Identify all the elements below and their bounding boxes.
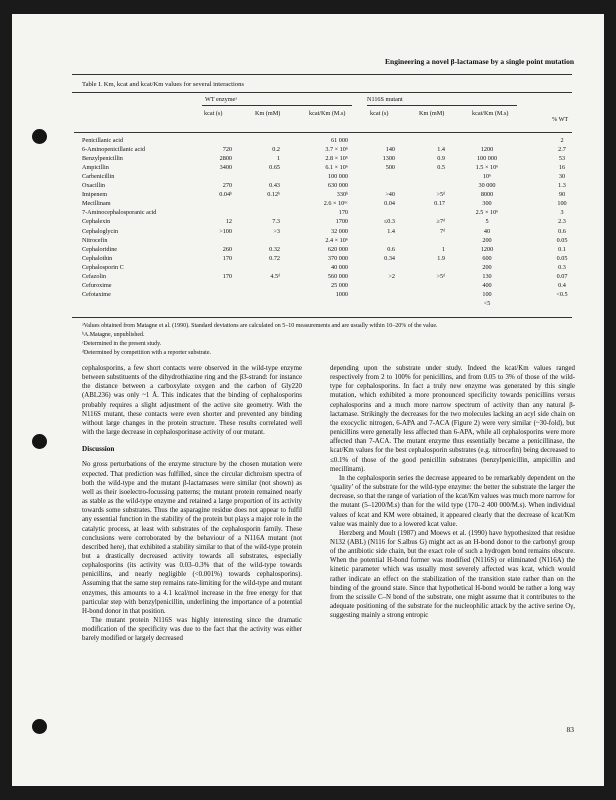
- table-row-label: Benzylpenicillin: [82, 155, 123, 163]
- table-row-label: Cephaloglycin: [82, 227, 119, 235]
- table-cell: 600: [482, 254, 492, 262]
- running-head: Engineering a novel β-lactamase by a single point mutation: [385, 57, 574, 66]
- table-cell: 0.9: [437, 155, 445, 163]
- table-cell: 0.65: [269, 164, 280, 172]
- table-cell: 0.3: [558, 263, 566, 271]
- table-cell: 2.7: [558, 146, 566, 154]
- table-row-label: Carbenicillin: [82, 173, 115, 181]
- table-cell: 1.3: [558, 182, 566, 190]
- table-cell: <5: [483, 299, 491, 307]
- table-cell: 0.12ᵇ: [267, 191, 280, 199]
- table-cell: 1200: [480, 146, 494, 154]
- table-cell: <0.5: [556, 290, 568, 298]
- table-cell: 330ᵇ: [336, 191, 348, 199]
- table-cell: 90: [558, 191, 566, 199]
- left-paragraph-3: The mutant protein N116S was highly interesting since the dramatic modification of the specificity was due to the fact that the activity was either barely modified or largely decreased: [82, 617, 302, 643]
- table-bottom-rule: [72, 317, 572, 318]
- table-cell: 400: [482, 281, 492, 289]
- table-cell: 200: [482, 263, 492, 271]
- footnote-b: ᵇA.Matagne, unpublished.: [82, 332, 145, 338]
- table-cell: 25 000: [330, 281, 348, 289]
- table-cell: ≥7ᵈ: [436, 218, 445, 226]
- table-cell: 8000: [480, 191, 494, 199]
- header-mut-kcat: kcat (s): [370, 110, 389, 117]
- table-cell: 5: [485, 218, 489, 226]
- table-row-label: 6-Aminopenicillanic acid: [82, 146, 146, 154]
- table-cell: 0.43: [269, 182, 280, 190]
- table-cell: 630 000: [327, 182, 348, 190]
- table-cell: 170: [222, 272, 232, 280]
- table-cell: 370 000: [327, 254, 348, 262]
- table-cell: ≤0.3: [383, 218, 395, 226]
- table-cell: 0.04ᵇ: [219, 191, 232, 199]
- header-mut-km: Km (mM): [419, 110, 445, 117]
- footnote-a: ᵃValues obtained from Matagne et al. (1990). Standard deviations are calculated on 5–10 measurements and are usually within 10–20% of the value.: [82, 323, 438, 329]
- table-cell: 40: [483, 227, 491, 235]
- table-cell: 100 000: [327, 173, 348, 181]
- table-cell: 1000: [335, 290, 348, 298]
- table-header-rule: [74, 132, 572, 133]
- table-caption: Table I. Km, kcat and kcat/Km values for several interactions: [82, 81, 244, 88]
- table-row-label: Cefazolin: [82, 272, 107, 280]
- table-cell: 12: [225, 218, 232, 226]
- table-cell: 560 000: [327, 272, 348, 280]
- table-cell: 53: [558, 155, 566, 163]
- table-cell: 2: [560, 137, 564, 144]
- table-cell: 2.6 × 10⁶ᶜ: [323, 200, 348, 208]
- table-cell: 3.7 × 10⁶: [325, 146, 348, 154]
- left-paragraph-1: cephalosporins, a few short contacts were observed in the wild-type enzyme between substituents of the dihydrothiazine ring and the β3-strand: for instance the distance between a carboxylate oxygen and the carbon of Gly220 (ABL236) was only ~1 Å. This indicates that the binding of cephalosporins probably requires a slight adjustment of the active site geometry. With the N116S mutant, these contacts were even shorter and prevented any binding without large changes in the protein structure. These results correlated well with the large decrease in cephalosporinase activity of our mutant.: [82, 365, 302, 437]
- right-paragraph-2: In the cephalosporin series the decrease appeared to be remarkably dependent on the ‘quality’ of the substrate for the wild-type enzyme: the better the substrate the larger the decrease, so that the range of variation of the kcat/Km values was much more narrow for the mutant (5–1200/M.s) than for the wild type (170–2 400 000/M.s). When individual values of kcat and KM were obtained, it appeared clearly that the decrease of kcat/Km value was mainly due to a lowered kcat value.: [330, 474, 575, 528]
- table-cell: 32 000: [330, 227, 348, 235]
- table-cell: 1700: [335, 218, 348, 226]
- discussion-heading: Discussion: [82, 445, 115, 454]
- table-row-label: Cephalexin: [82, 218, 111, 226]
- table-cell: 1: [276, 155, 280, 163]
- table-cell: 1300: [382, 155, 395, 163]
- table-cell: 0.1: [558, 245, 566, 253]
- table-row-label: Penicillanic acid: [82, 137, 124, 144]
- table-cell: >3: [273, 227, 280, 235]
- table-cell: 1.9: [437, 254, 445, 262]
- table-row-label: Imipenem: [82, 191, 108, 199]
- paper-page: [12, 14, 604, 786]
- table-cell: 0.6: [387, 245, 395, 253]
- table-row-label: Cephalosporin C: [82, 263, 124, 271]
- right-column: [330, 364, 575, 620]
- table-cell: >100: [219, 227, 232, 235]
- right-paragraph-3: Herzberg and Moult (1987) and Moews et al. (1990) have hypothesized that residue N132 (ABL) (N116 for S.albus G) might act as an H-bond donor to the carbonyl group of the antibiotic side chain, but the exact role of such a hydrogen bond remains obscure. When the potential H-bond former was modified (N116S) or eliminated (N116A) the kinetic parameter which was usually most severely affected was kcat, which would rather indicate an effect on the stabilization of the transition state rather than on the binding of the ground state. Since that hypothetical H-bond would be rather a long way from the scissile C–N bond of the substrate, one might assume that it contributes to the adequate positioning of the substrate for the nucleophilic attack by the active serine Oγ, suggesting mainly a strong entropic: [330, 529, 575, 620]
- table-row-label: Cefotaxime: [82, 290, 111, 298]
- table-row-label: Nitrocefin: [82, 236, 108, 244]
- table-row-label: 7-Aminocephalosporanic acid: [82, 209, 157, 217]
- table-cell: 170: [338, 209, 348, 217]
- table-top-rule: [72, 74, 572, 75]
- table-cell: 0.04: [384, 200, 395, 208]
- table-cell: 0.2: [272, 146, 280, 154]
- group-rule-wt: [202, 105, 352, 106]
- table-cell: >40: [385, 191, 395, 199]
- table-cell: 500: [385, 164, 395, 172]
- table-row-label: Oxacillin: [82, 182, 106, 190]
- table-row-label: Cephaloridine: [82, 245, 118, 253]
- group-header-wt: WT enzymeᵃ: [205, 96, 237, 103]
- table-cell: 720: [222, 146, 232, 154]
- table-cell: 3400: [219, 164, 232, 172]
- table-cell: 100: [482, 290, 492, 298]
- table-cell: 0.5: [437, 164, 445, 172]
- binder-hole: [32, 129, 47, 144]
- table-cell: 0.4: [558, 281, 566, 289]
- table-cell: 130: [482, 272, 492, 280]
- group-rule-mutant: [367, 105, 517, 106]
- table-cell: 2.3: [558, 218, 566, 226]
- table-cell: 40 000: [330, 263, 348, 271]
- footnote-c: ᶜDetermined in the present study.: [82, 341, 162, 347]
- table-cell: 170: [222, 254, 232, 262]
- table-cell: 0.6: [558, 227, 566, 235]
- table-cell: 4.5ᵈ: [270, 272, 280, 280]
- table-row-label: Cephalothin: [82, 254, 113, 262]
- table-cell: >5ᵈ: [436, 272, 445, 280]
- table-cell: 0.07: [556, 272, 568, 280]
- page-number: 83: [566, 725, 574, 734]
- table-cell: 1200: [480, 245, 494, 253]
- table-cell: 30: [558, 173, 566, 181]
- table-cell: 100 000: [476, 155, 498, 163]
- table-cell: 2800: [219, 155, 232, 163]
- table-row-label: Mecillinam: [82, 200, 111, 208]
- table-cell: 0.72: [269, 254, 280, 262]
- table-cell: 270: [222, 182, 232, 190]
- table-cell: 30 000: [478, 182, 496, 190]
- table-cell: 7.3: [272, 218, 280, 226]
- table-row-label: Cefuroxime: [82, 281, 112, 289]
- table-cell: 0.34: [384, 254, 395, 262]
- table-cell: 1: [441, 245, 445, 253]
- table-cell: 260: [222, 245, 232, 253]
- header-mut-ratio: kcat/Km (M.s): [472, 110, 509, 117]
- right-paragraph-1: depending upon the substrate under study. Indeed the kcat/Km values ranged respectively from 2 to 100% for penicillins, and from 0.05 to 3% of those of the wild-type for cephalosporins. In fact a truly new enzyme was generated by this single mutation, which exhibited a more pronounced specificity towards penicillins versus cephalosporins and a much more narrow spectrum of activity than any natural β-lactamase. Strikingly the decreases for the two molecules lacking an acyl side chain on the exocyclic nitrogen, 6-APA and 7-ACA (Figure 2) were very similar (~30-fold), but penicillins were generally less affected than 6-APA, while all cephalosporins were more affected than 7-ACA. The mutant enzyme thus essentially became a penicillinase, the kcat/Km values for the best cephalosporin substrates (e.g. nitrocefin) being decreased to ≤0.1% of those of the good penicillin substrates (benzylpenicillin, ampicillin and mecillinam).: [330, 365, 575, 473]
- table-cell: 61 000: [330, 137, 348, 144]
- table-cell: 7ᵈ: [439, 227, 445, 235]
- table-cell: 300: [482, 200, 492, 208]
- table-cell: 0.17: [434, 200, 445, 208]
- footnote-d: ᵈDetermined by competition with a reporter substrate.: [82, 350, 211, 356]
- table-cell: 1.5 × 10⁶: [475, 164, 499, 172]
- table-cell: 2.8 × 10⁶: [325, 155, 348, 163]
- header-pct-wt: % WT: [552, 116, 569, 123]
- header-wt-kcat: kcat (s): [204, 110, 223, 117]
- table-row-label: Ampicillin: [82, 164, 109, 172]
- table-cell: >2: [388, 272, 395, 280]
- table-cell: 6.1 × 10⁶: [325, 164, 348, 172]
- table-cell: 1.4: [437, 146, 445, 154]
- binder-hole: [32, 719, 47, 734]
- table-cell: 0.05: [556, 236, 568, 244]
- group-header-mutant: N116S mutant: [367, 96, 403, 103]
- table-cell: 100: [557, 200, 567, 208]
- table-cell: 10⁶: [482, 173, 492, 181]
- table-cell: >5ᵈ: [436, 191, 445, 199]
- binder-hole: [32, 434, 47, 449]
- header-wt-km: Km (mM): [255, 110, 281, 117]
- table-cell: 1.4: [387, 227, 395, 235]
- table-cell: 3: [560, 209, 564, 217]
- table-cell: 2.5 × 10⁶: [475, 209, 499, 217]
- table-cell: 200: [482, 236, 492, 244]
- table-cell: 16: [558, 164, 566, 172]
- table-cell: 0.05: [556, 254, 568, 262]
- header-wt-ratio: kcat/Km (M.s): [309, 110, 346, 117]
- table-cell: 140: [385, 146, 395, 154]
- table-cell: 2.4 × 10⁶: [325, 236, 348, 244]
- table-cell: 0.32: [269, 245, 280, 253]
- left-paragraph-2: No gross perturbations of the enzyme structure by the chosen mutation were expected. That prediction was fulfilled, since the circular dichroism spectra of both the wild-type and the mutant β-lactamases were similar (not shown) as well as their isoelectro-focussing patterns; the mutant protein remained nearly as stable as the wild-type enzyme and retained a large proportion of its activity towards some substrates. Thus the asparagine residue does not appear to fulfil any essential function in the stability of the protein but plays a major role in the catalytic process, at least with substrates of the cephalosporin family. These conclusions were corroborated by the behaviour of a N116A mutant (not described here), that exhibited a stability similar to that of the wild-type protein but a drastically decreased activity towards all substrates, especially cephalosporins (its activity was 0.03–0.3% that of the wild-type towards penicillins, and nearly negligible (<0.001%) towards cephalosporins). Assuming that the same step remains rate-limiting for the wild-type and mutant enzymes, this amounts to a 4.1 kcal/mol increase in the free energy for that particular step with benzylpenicillin, underlining the importance of a potential H-bond donor in that position.: [82, 461, 302, 615]
- table-cell: 620 000: [327, 245, 348, 253]
- table-caption-rule: [72, 92, 572, 93]
- left-column: [82, 364, 302, 644]
